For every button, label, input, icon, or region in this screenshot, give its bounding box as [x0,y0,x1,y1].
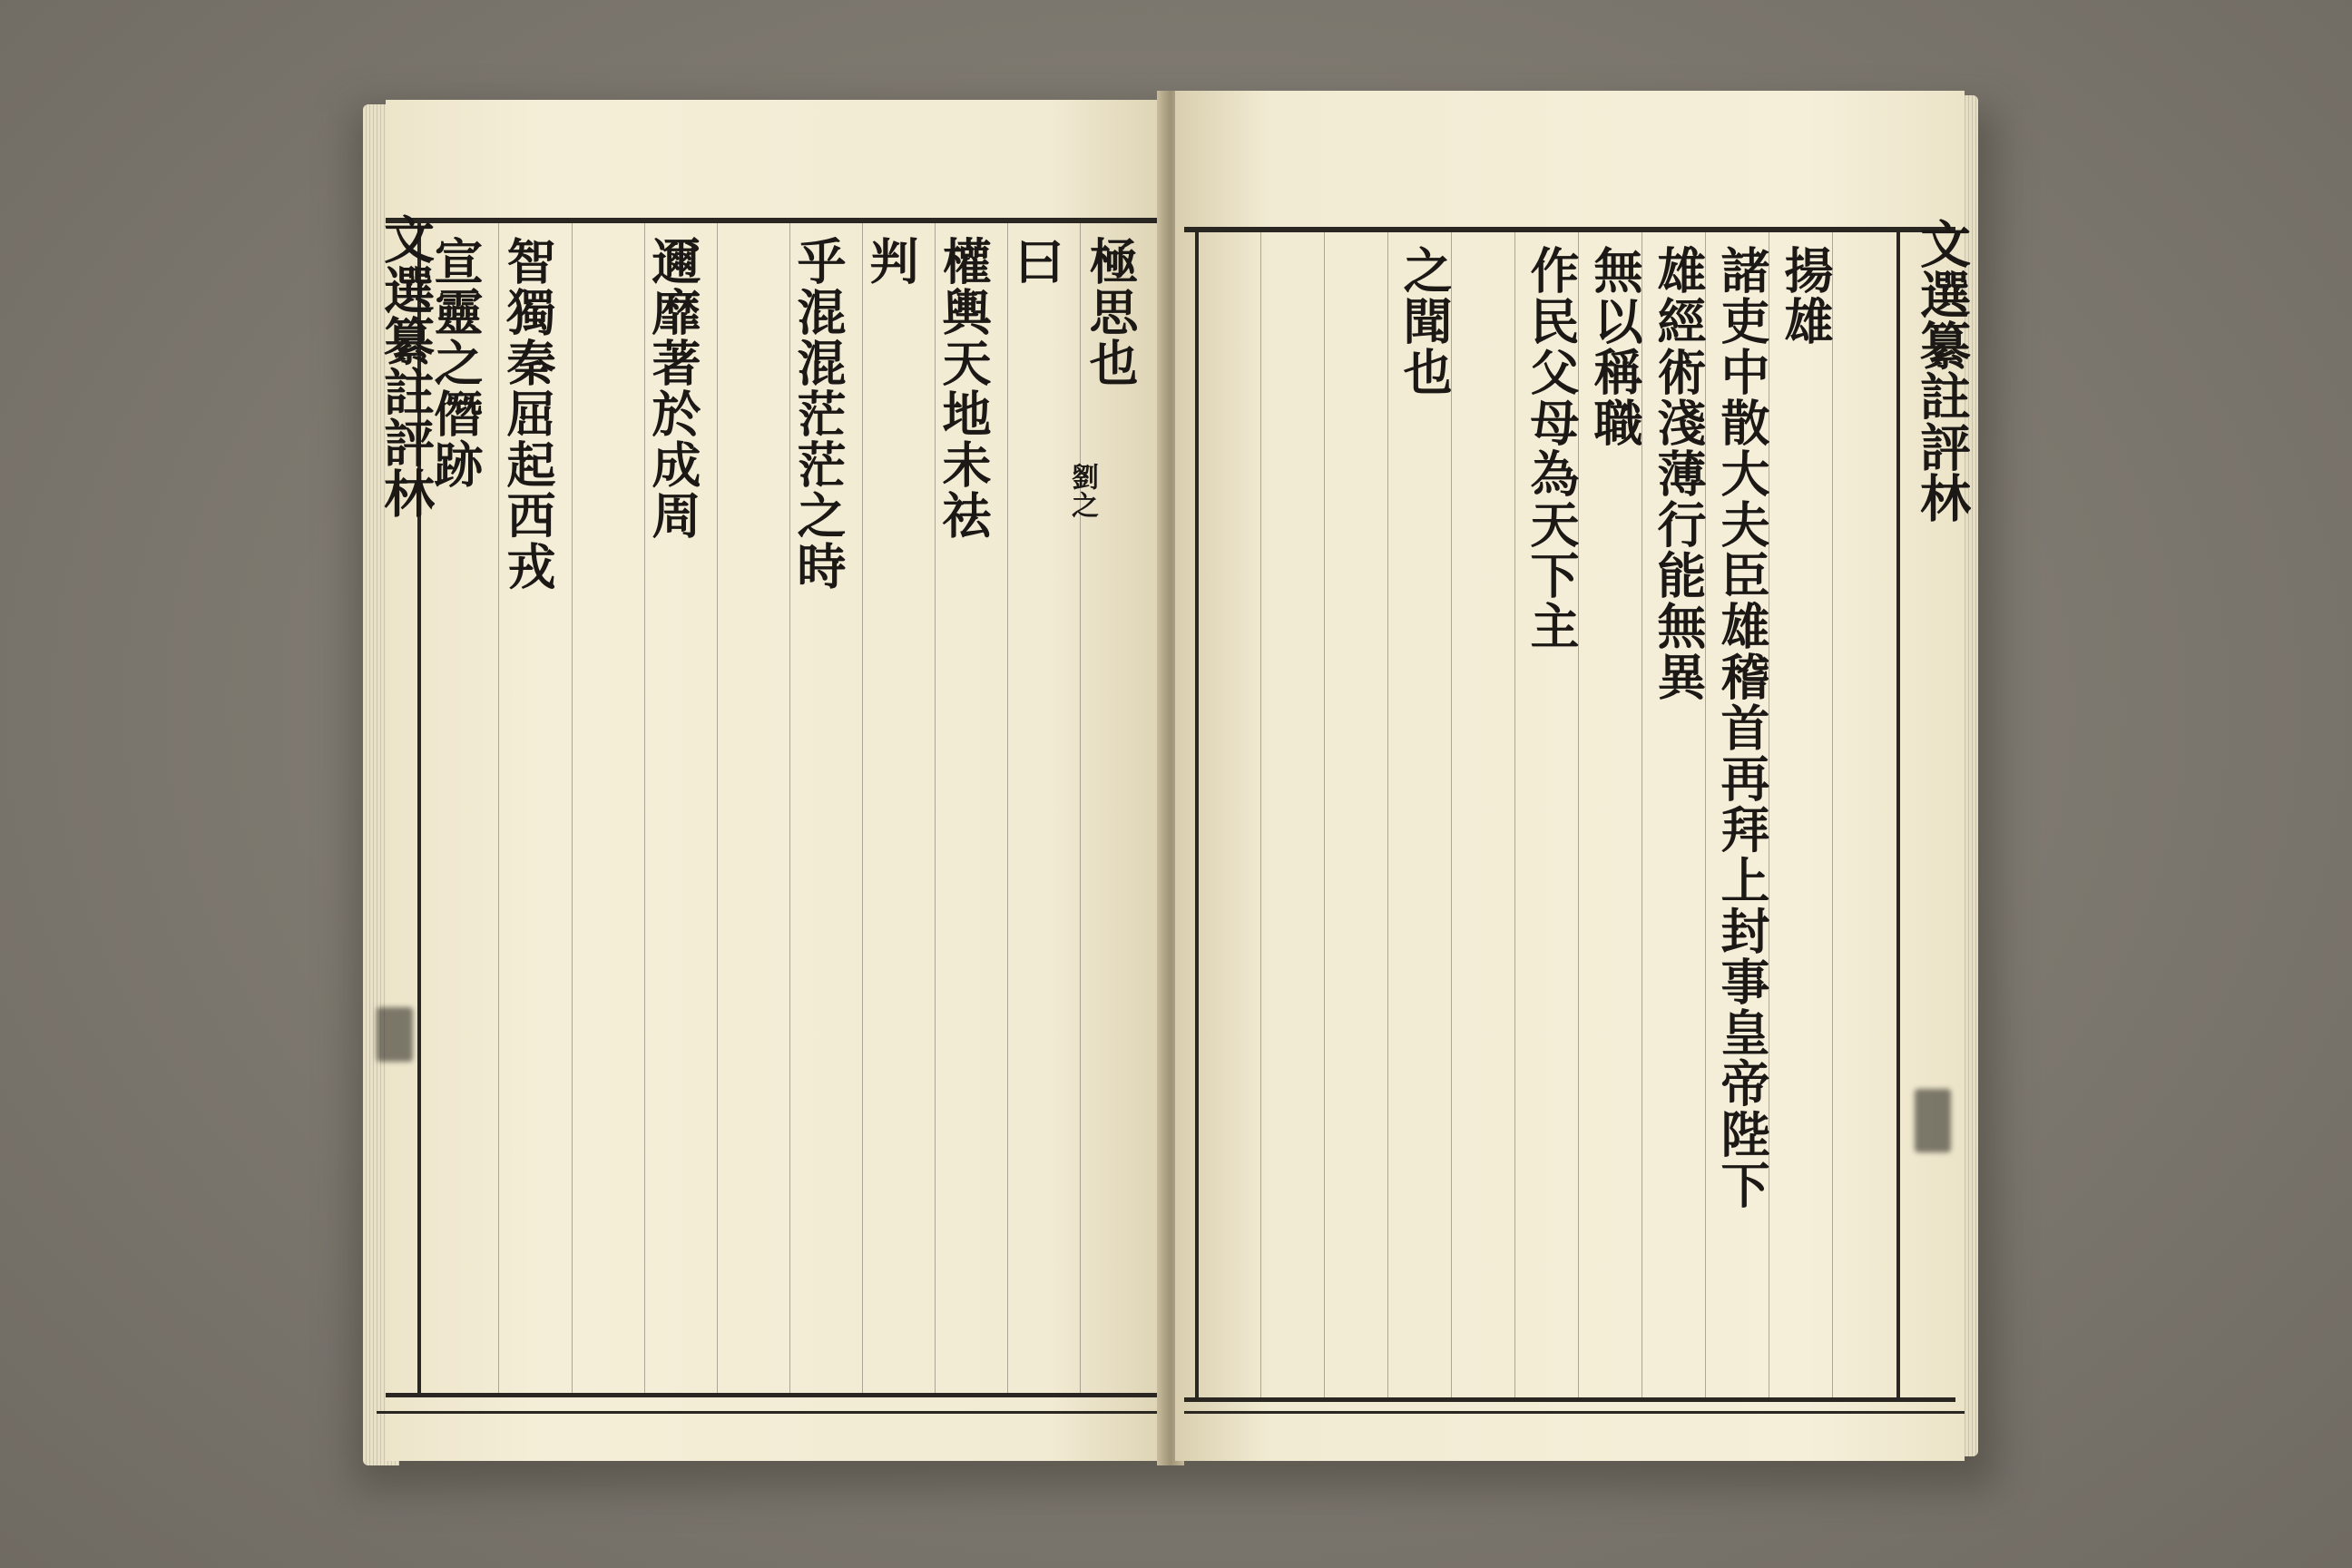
top-rule [386,218,1166,223]
text-column-7: 邇靡著於成周 [644,236,702,541]
bottom-rule-thin [1184,1411,1965,1414]
bottom-rule-thin [377,1411,1166,1414]
left-page [376,100,1166,1461]
text-column-5: 無以稱職 [1586,245,1644,448]
text-column-4: 雄經術淺薄行能無異 [1650,245,1708,702]
margin-title: 文選纂註評林 [1912,218,1972,523]
bottom-rule [386,1393,1166,1397]
text-column-8: 之聞也 [1396,245,1454,397]
text-column-6: 作民父母為天下主 [1523,245,1581,652]
right-border [1896,232,1900,1398]
text-column-3: 諸吏中散大夫臣雄稽首再拜上封事皇帝陛下 [1713,245,1771,1210]
text-column-5: 乎混混茫茫之時 [789,236,848,592]
right-page [1175,91,1972,1461]
margin-title: 文選纂註評林 [376,213,436,518]
text-column-2: 揚雄 [1777,245,1835,347]
text-column-3: 權輿天地未祛 [935,236,993,541]
text-column-10: 宣靈之僭跡 [426,236,485,490]
text-column-9: 智獨秦屈起西戎 [499,236,557,592]
text-column-2: 曰 [1007,236,1065,287]
text-column-1: 極思也 [1082,236,1140,388]
left-border [1195,232,1199,1398]
folio-mark [377,1007,413,1062]
text-column-4: 判 [862,236,920,287]
bottom-rule [1184,1397,1955,1402]
top-rule [1184,227,1955,232]
annotation-column-1: 劉之 [1066,463,1098,519]
folio-mark [1915,1089,1951,1152]
